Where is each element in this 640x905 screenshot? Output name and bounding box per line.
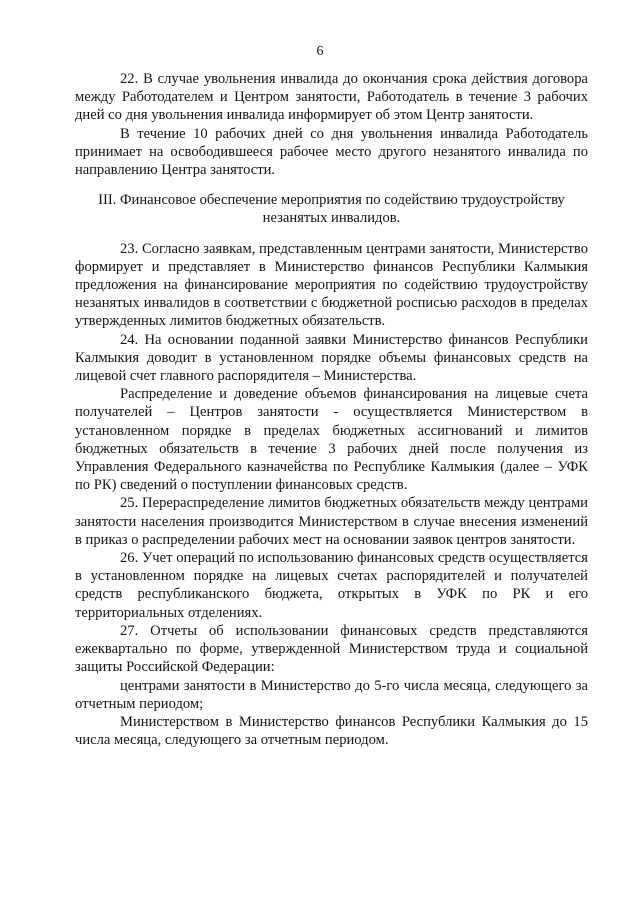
section-heading: III. Финансовое обеспечение мероприятия по содействию трудоустройству незанятых инвалидов.: [98, 192, 565, 227]
paragraph-24: 24. На основании поданной заявки Министерство финансов Республики Калмыкия доводит в установленном порядке объемы финансовых средств на лицевой счет главного распорядителя – Министерства.: [75, 331, 588, 385]
paragraph-22-continuation: В течение 10 рабочих дней со дня увольнения инвалида Работодатель принимает на освободившееся рабочее место другого незанятого инвалида по направлению Центра занятости.: [75, 125, 588, 179]
paragraph-26: 26. Учет операций по использованию финансовых средств осуществляется в установленном порядке на лицевых счетах распорядителей и получателей средств республиканского бюджета, открытых в УФК по РК и его территориальных отделениях.: [75, 550, 588, 621]
paragraph-27: 27. Отчеты об использовании финансовых средств представляются ежеквартально по форме, утвержденной Министерством труда и социальной защиты Российской Федерации:: [75, 622, 588, 676]
paragraph-25: 25. Перераспределение лимитов бюджетных обязательств между центрами занятости населения производится Министерством в случае внесения изменений в приказ о распределении рабочих мест на основании заявок центров занятости.: [75, 495, 588, 548]
paragraph-27-ministry: Министерством в Министерство финансов Республики Калмыкия до 15 числа месяца, следующего за отчетным периодом.: [75, 713, 588, 749]
page-number: 6: [316, 44, 324, 59]
paragraph-24-distribution: Распределение и доведение объемов финансирования на лицевые счета получателей – Центров занятости - осуществляется Министерством в установленном порядке в пределах бюджетных ассигнований и лимитов бюджетных обязательств в течение 3 рабочих дней после получения из Управления Федерального казначейства по Республике Калмыкия (далее – УФК по РК) сведений о поступлении финансовых средств.: [75, 386, 588, 494]
paragraph-23: 23. Согласно заявкам, представленным центрами занятости, Министерство формирует и представляет в Министерство финансов Республики Калмыкия предложения на финансирование мероприятия по содействию трудоустройству незанятых инвалидов в соответствии с бюджетной росписью расходов в пределах утвержденных лимитов бюджетных обязательств.: [75, 240, 588, 330]
paragraph-27-employment-centers: центрами занятости в Министерство до 5-го числа месяца, следующего за отчетным периодом;: [75, 677, 588, 712]
document-body: [75, 70, 588, 749]
paragraph-22: 22. В случае увольнения инвалида до окончания срока действия договора между Работодателем и Центром занятости, Работодатель в течение 3 рабочих дней со дня увольнения инвалида информирует об этом Центр занятости.: [75, 71, 588, 124]
